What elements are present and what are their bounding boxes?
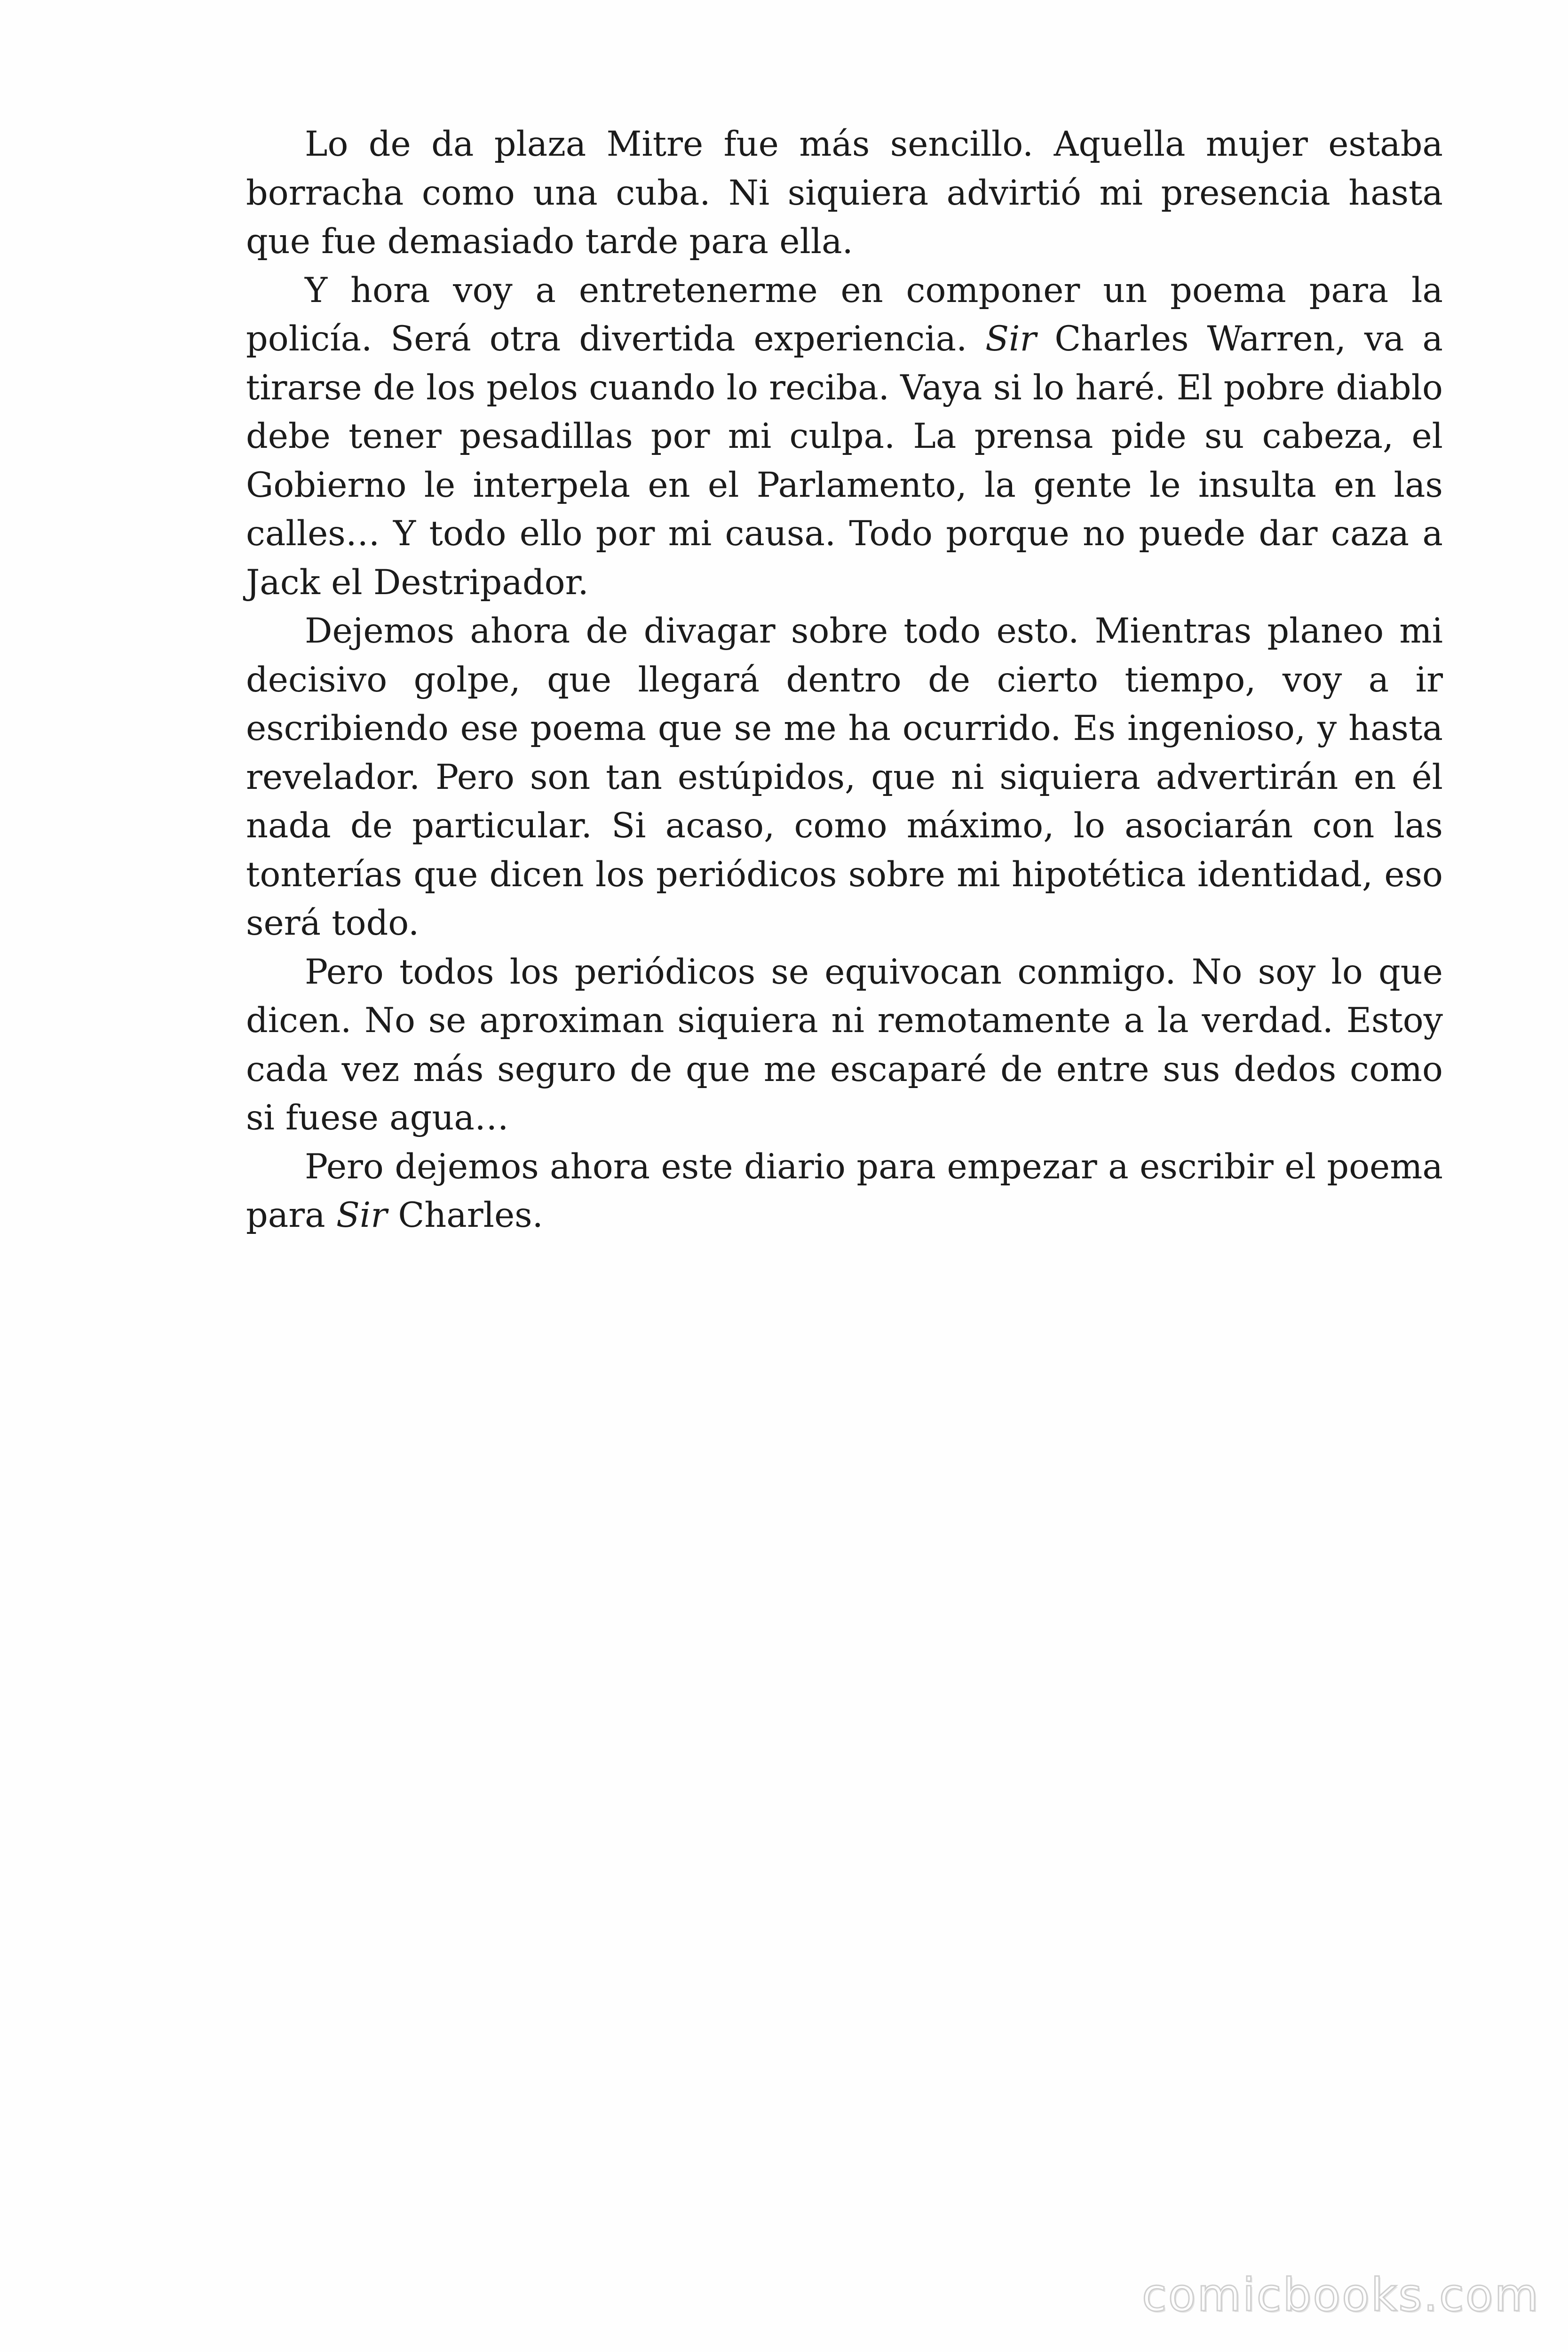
paragraph-2 <box>246 266 1443 607</box>
paragraph-4-text: Pero todos los periódicos se equivocan conmigo. No soy lo que dicen. No se aproximan siquiera ni remotamente a la verdad. Estoy cada vez más seguro de que me escaparé de entre sus dedos como si fuese agua… <box>246 952 1443 1138</box>
body-text <box>246 120 1443 1240</box>
paragraph-4 <box>246 948 1443 1143</box>
paragraph-5-text-a: Pero dejemos ahora este diario para empezar a escribir el poema para <box>246 1146 1443 1235</box>
paragraph-5-italic-sir: Sir <box>336 1195 388 1235</box>
paragraph-3-text: Dejemos ahora de divagar sobre todo esto. Mientras planeo mi decisivo golpe, que llegará dentro de cierto tiempo, voy a ir escribiendo ese poema que se me ha ocurrido. Es ingenioso, y hasta revelador. Pero son tan estúpidos, que ni siquiera advertirán en él nada de particular. Si acaso, como máximo, lo asociarán con las tonterías que dicen los periódicos sobre mi hipotética identidad, eso será todo. <box>246 611 1443 943</box>
paragraph-3 <box>246 607 1443 948</box>
paragraph-1-text: Lo de da plaza Mitre fue más sencillo. Aquella mujer estaba borracha como una cuba. Ni siquiera advirtió mi presencia hasta que fue demasiado tarde para ella. <box>246 124 1443 262</box>
paragraph-5-text-b: Charles. <box>387 1195 543 1235</box>
paragraph-2-italic-sir: Sir <box>985 319 1037 359</box>
watermark: comicbooks.com <box>1141 2269 1540 2321</box>
paragraph-1 <box>246 120 1443 266</box>
paragraph-2-text-b: Charles Warren, va a tirarse de los pelos cuando lo reciba. Vaya si lo haré. El pobre diablo debe tener pesadillas por mi culpa. La prensa pide su cabeza, el Gobierno le interpela en el Parlamento, la gente le insulta en las calles… Y todo ello por mi causa. Todo porque no puede dar caza a Jack el Destripador. <box>246 319 1443 603</box>
paragraph-5 <box>246 1143 1443 1240</box>
paragraph-2-text-a: Y hora voy a entretenerme en componer un poema para la policía. Será otra divertida experiencia. <box>246 270 1443 359</box>
